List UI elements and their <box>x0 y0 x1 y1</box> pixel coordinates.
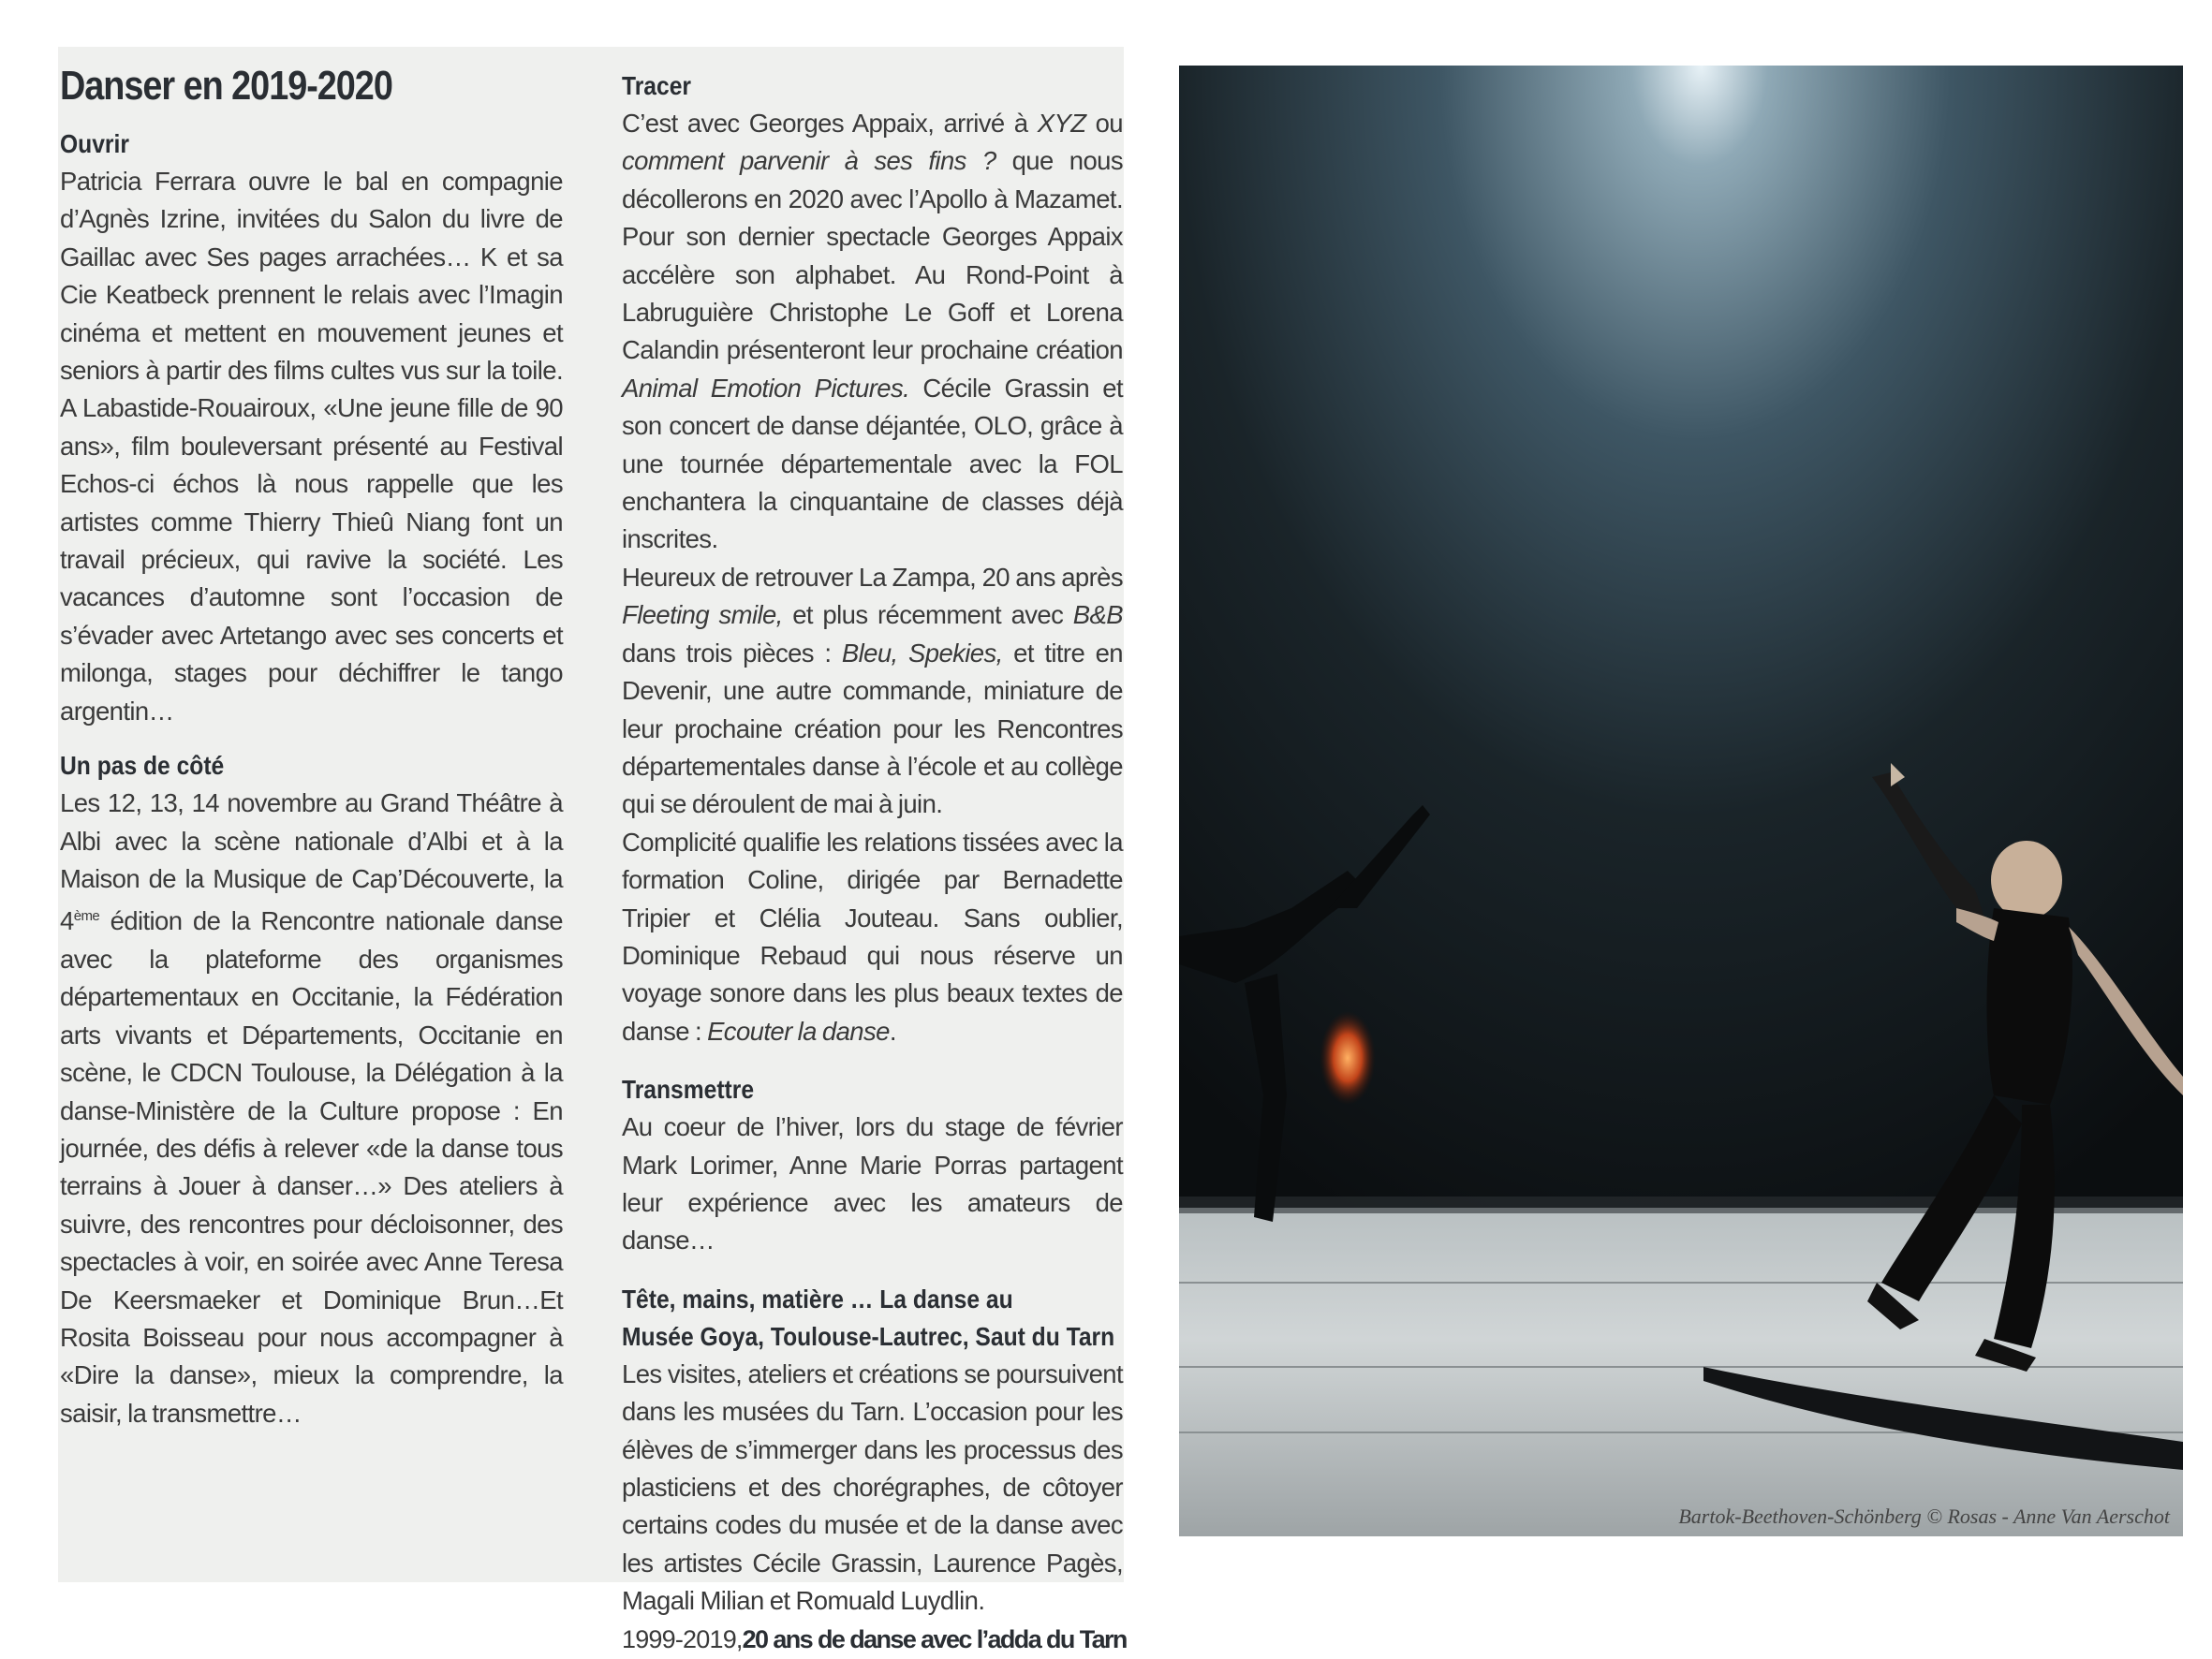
paragraph-tracer-3: Complicité qualifie les relations tissées avec la formation Coline, dirigée par Bernadette Tripier et Clélia Jouteau. Sans oublier, Dominique Rebaud qui nous réserve un voyage sonore dans les plus beaux textes de danse : Ecouter la danse. <box>622 827 1123 1046</box>
heading-pas-de-cote: Un pas de côté <box>60 751 225 781</box>
heading-tracer: Tracer <box>622 71 691 100</box>
page-title: Danser en 2019-2020 <box>60 63 392 109</box>
paragraph-pas-de-cote: Les 12, 13, 14 novembre au Grand Théâtre à Albi avec la scène nationale d’Albi et à la Maison de la Musique de Cap’Découverte, la 4ème édition de la Rencontre nationale danse avec la plateforme des organismes départementaux en Occitanie, la Fédération arts vivants et Départements, Occitanie en scène, le CDCN Toulouse, la Délégation à la danse-Ministère de la Culture propose : En journée, des défis à relever «de la danse tous terrains à Jouer à danser…» Des ateliers à suivre, des rencontres pour décloisonner, des spectacles à voir, en soirée avec Anne Teresa De Keersmaeker et Dominique Brun…Et Rosita Boisseau pour nous accompagner à «Dire la danse», mieux la comprendre, la saisir, la transmettre… <box>60 788 563 1428</box>
photo-caption: Bartok-Beethoven-Schönberg © Rosas - Anne Van Aerschot <box>1678 1505 2170 1528</box>
heading-ouvrir: Ouvrir <box>60 129 129 158</box>
heading-transmettre: Transmettre <box>622 1075 755 1105</box>
paragraph-tracer-2: Heureux de retrouver La Zampa, 20 ans après Fleeting smile, et plus récemment avec B&B dans trois pièces : Bleu, Spekies, et titre en Devenir, une autre commande, miniature de leur prochaine création pour les Rencontres départementales danse à l’école et au collège qui se déroulent de mai à juin. <box>622 562 1123 819</box>
footer-line: 1999-2019,20 ans de danse avec l’adda du Tarn <box>622 1624 1127 1653</box>
paragraph-ouvrir: Patricia Ferrara ouvre le bal en compagnie d’Agnès Izrine, invitées du Salon du livre de Gaillac avec Ses pages arrachées… K et sa Cie Keatbeck prennent le relais avec l’Imagin cinéma et mettent en mouvement jeunes et seniors à partir des films cultes vus sur la toile. A Labastide-Rouairoux, «Une jeune fille de 90 ans», film bouleversant présenté au Festival Echos-ci échos là nous rappelle que les artistes comme Thierry Thieû Niang font un travail précieux, qui ravive la société. Les vacances d’automne sont l’occasion de s’évader avec Artetango avec ses concerts et milonga, stages pour déchiffrer le tango argentin… <box>60 167 563 726</box>
paragraph-transmettre: Au coeur de l’hiver, lors du stage de février Mark Lorimer, Anne Marie Porras partagent leur expérience avec les amateurs de danse… <box>622 1112 1123 1255</box>
paragraph-musee: Les visites, ateliers et créations se poursuivent dans les musées du Tarn. L’occasion pour les élèves de s’immerger dans les processus des plasticiens et des chorégraphes, de côtoyer certains codes du musée et de la danse avec les artistes Cécile Grassin, Laurence Pagès, Magali Milian et Romuald Luydlin. <box>622 1358 1123 1616</box>
paragraph-tracer-1: C’est avec Georges Appaix, arrivé à XYZ ou comment parvenir à ses fins ? que nous décollerons en 2020 avec l’Apollo à Mazamet. Pour son dernier spectacle Georges Appaix accélère son alphabet. Au Rond-Point à Labruguière Christophe Le Goff et Lorena Calandin présenteront leur prochaine création Animal Emotion Pictures. Cécile Grassin et son concert de danse déjantée, OLO, grâce à une tournée départementale avec la FOL enchantera la cinquantaine de classes déjà inscrites. <box>622 109 1123 554</box>
dance-scene-illustration <box>1179 66 2183 1536</box>
left-column <box>60 58 563 1432</box>
right-column <box>622 67 1127 1658</box>
heading-musee-line1: Tête, mains, matière … La danse au <box>622 1284 1013 1314</box>
heading-musee-line2: Musée Goya, Toulouse-Lautrec, Saut du Tarn <box>622 1321 1115 1351</box>
dance-photo <box>1179 66 2183 1536</box>
